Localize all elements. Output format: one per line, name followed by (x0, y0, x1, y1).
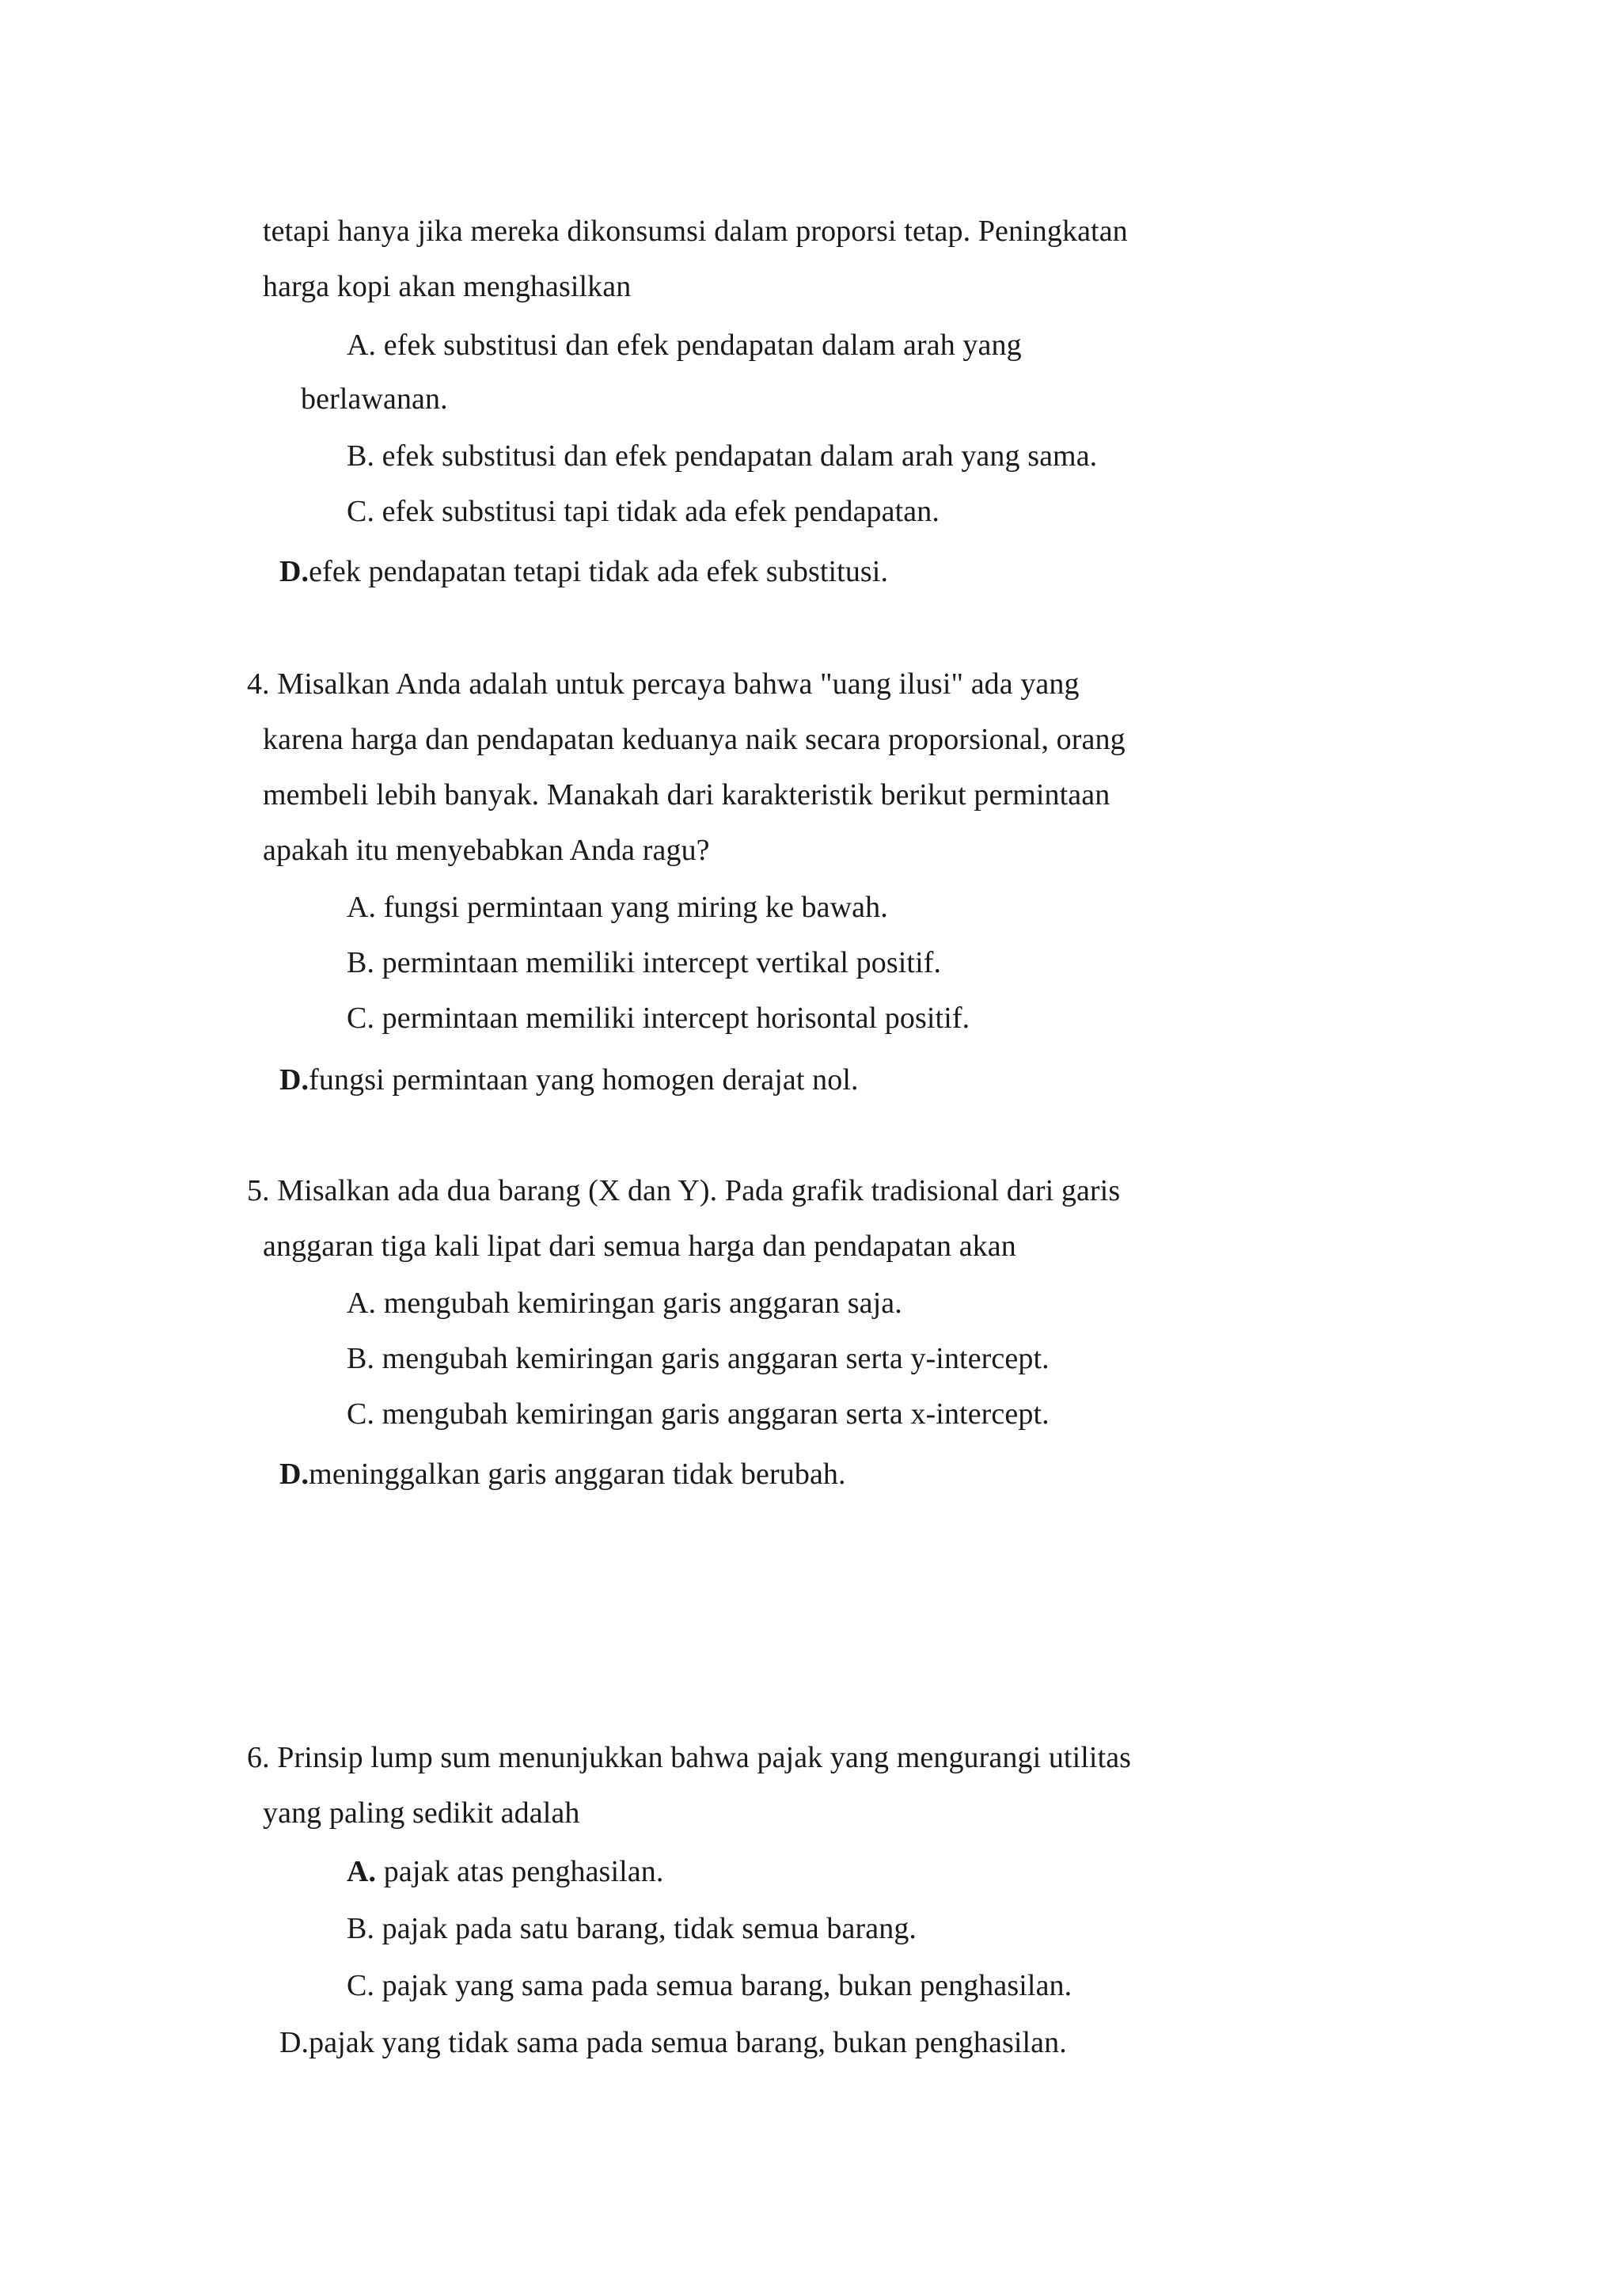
q5-line-2: anggaran tiga kali lipat dari semua harga dan pendapatan akan (263, 1230, 1016, 1263)
q3-option-d-text: efek pendapatan tetapi tidak ada efek substitusi. (309, 555, 889, 588)
q6-option-c: C. pajak yang sama pada semua barang, bukan penghasilan. (347, 1969, 1072, 2002)
q3-stem-line-1: tetapi hanya jika mereka dikonsumsi dalam proporsi tetap. Peningkatan (263, 215, 1128, 248)
q4-line-2: karena harga dan pendapatan keduanya naik secara proporsional, orang (263, 723, 1126, 756)
q4-option-a: A. fungsi permintaan yang miring ke bawah. (347, 891, 888, 924)
q6-option-a-letter: A. (347, 1855, 377, 1888)
q3-option-b: B. efek substitusi dan efek pendapatan dalam arah yang sama. (347, 439, 1098, 473)
q5-line-1: 5. Misalkan ada dua barang (X dan Y). Pada grafik tradisional dari garis (247, 1174, 1121, 1207)
q4-option-d-text: fungsi permintaan yang homogen derajat nol. (309, 1063, 859, 1097)
q5-option-d-text: meninggalkan garis anggaran tidak berubah. (309, 1458, 846, 1491)
q4-option-d (279, 1061, 859, 1099)
q4-line-4: apakah itu menyebabkan Anda ragu? (263, 834, 710, 867)
q6-option-a-text: pajak atas penghasilan. (376, 1855, 664, 1888)
q6-line-1: 6. Prinsip lump sum menunjukkan bahwa pajak yang mengurangi utilitas (247, 1741, 1132, 1774)
q6-option-b: B. pajak pada satu barang, tidak semua barang. (347, 1912, 917, 1945)
q4-option-c: C. permintaan memiliki intercept horisontal positif. (347, 1002, 970, 1035)
q3-option-a-line-1: A. efek substitusi dan efek pendapatan dalam arah yang (347, 329, 1022, 362)
q4-line-3: membeli lebih banyak. Manakah dari karakteristik berikut permintaan (263, 778, 1110, 812)
q3-option-c: C. efek substitusi tapi tidak ada efek pendapatan. (347, 495, 940, 528)
q5-option-a: A. mengubah kemiringan garis anggaran saja. (347, 1287, 902, 1320)
q6-line-2: yang paling sedikit adalah (263, 1796, 580, 1830)
q4-option-d-letter: D. (279, 1063, 309, 1097)
q5-option-d (279, 1455, 846, 1493)
q3-stem-line-2: harga kopi akan menghasilkan (263, 270, 632, 303)
q5-option-b: B. mengubah kemiringan garis anggaran serta y-intercept. (347, 1342, 1050, 1375)
q6-option-a (347, 1853, 663, 1891)
q6-option-d: D.pajak yang tidak sama pada semua barang, bukan penghasilan. (279, 2026, 1067, 2059)
q5-option-d-letter: D. (279, 1458, 309, 1491)
q3-option-a-line-2: berlawanan. (301, 382, 448, 416)
q4-option-b: B. permintaan memiliki intercept vertikal positif. (347, 946, 942, 979)
q4-line-1: 4. Misalkan Anda adalah untuk percaya bahwa "uang ilusi" ada yang (247, 667, 1080, 701)
q5-option-c: C. mengubah kemiringan garis anggaran serta x-intercept. (347, 1397, 1050, 1431)
q3-option-d (279, 553, 888, 591)
q3-option-d-letter: D. (279, 555, 309, 588)
